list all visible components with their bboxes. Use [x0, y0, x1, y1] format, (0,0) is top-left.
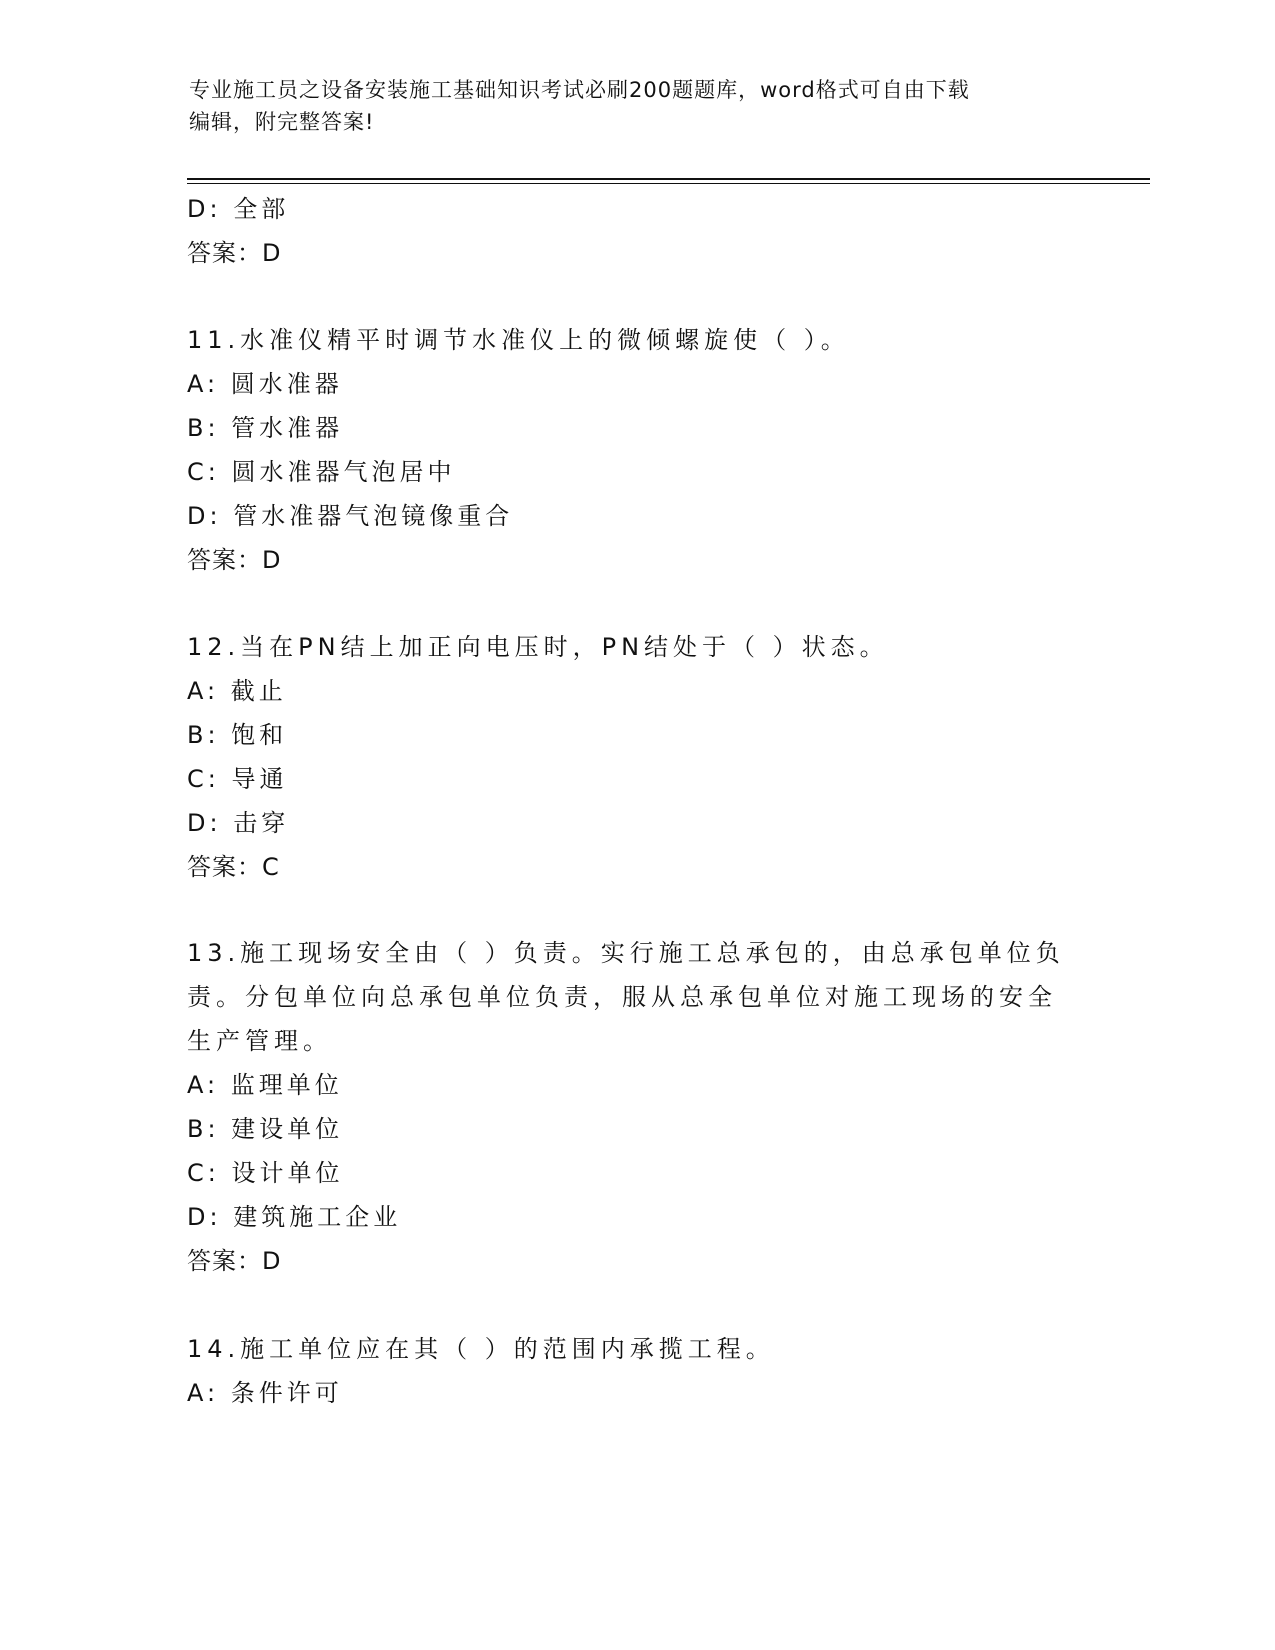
- q13-option-d: D: 建筑施工企业: [187, 1203, 402, 1231]
- q13-option-b: B: 建设单位: [187, 1115, 344, 1143]
- q14-question: 14.施工单位应在其（ ）的范围内承揽工程。: [187, 1335, 775, 1363]
- q11-option-c: C: 圆水准器气泡居中: [187, 458, 456, 486]
- q12-option-c: C: 导通: [187, 765, 288, 793]
- header-title-line-1: 专业施工员之设备安装施工基础知识考试必刷200题题库，word格式可自由下载: [189, 78, 970, 102]
- header-divider-thick: [187, 178, 1150, 180]
- q11-option-a: A: 圆水准器: [187, 370, 343, 398]
- q13-question-line-2: 责。分包单位向总承包单位负责，服从总承包单位对施工现场的安全: [187, 983, 1057, 1011]
- q11-answer: 答案：D: [187, 546, 282, 574]
- q11-question: 11.水准仪精平时调节水准仪上的微倾螺旋使（ ）。: [187, 326, 850, 354]
- page-header: [189, 74, 1089, 138]
- q12-option-b: B: 饱和: [187, 721, 288, 749]
- header-title-line-2: 编辑，附完整答案!: [189, 110, 375, 134]
- q10-answer: 答案：D: [187, 239, 282, 267]
- q14-option-a: A: 条件许可: [187, 1379, 343, 1407]
- q13-question-line-3: 生产管理。: [187, 1027, 332, 1055]
- q13-option-a: A: 监理单位: [187, 1071, 343, 1099]
- q13-question-line-1: 13.施工现场安全由（ ）负责。实行施工总承包的，由总承包单位负: [187, 939, 1065, 967]
- q13-option-c: C: 设计单位: [187, 1159, 344, 1187]
- q10-option-d: D: 全部: [187, 195, 290, 223]
- q12-option-a: A: 截止: [187, 677, 287, 705]
- header-divider-thin: [187, 183, 1150, 184]
- q12-answer: 答案：C: [187, 853, 280, 881]
- q11-option-d: D: 管水准器气泡镜像重合: [187, 502, 514, 530]
- q13-answer: 答案：D: [187, 1247, 282, 1275]
- q12-option-d: D: 击穿: [187, 809, 290, 837]
- q12-question: 12.当在PN结上加正向电压时，PN结处于（ ）状态。: [187, 633, 889, 661]
- q11-option-b: B: 管水准器: [187, 414, 344, 442]
